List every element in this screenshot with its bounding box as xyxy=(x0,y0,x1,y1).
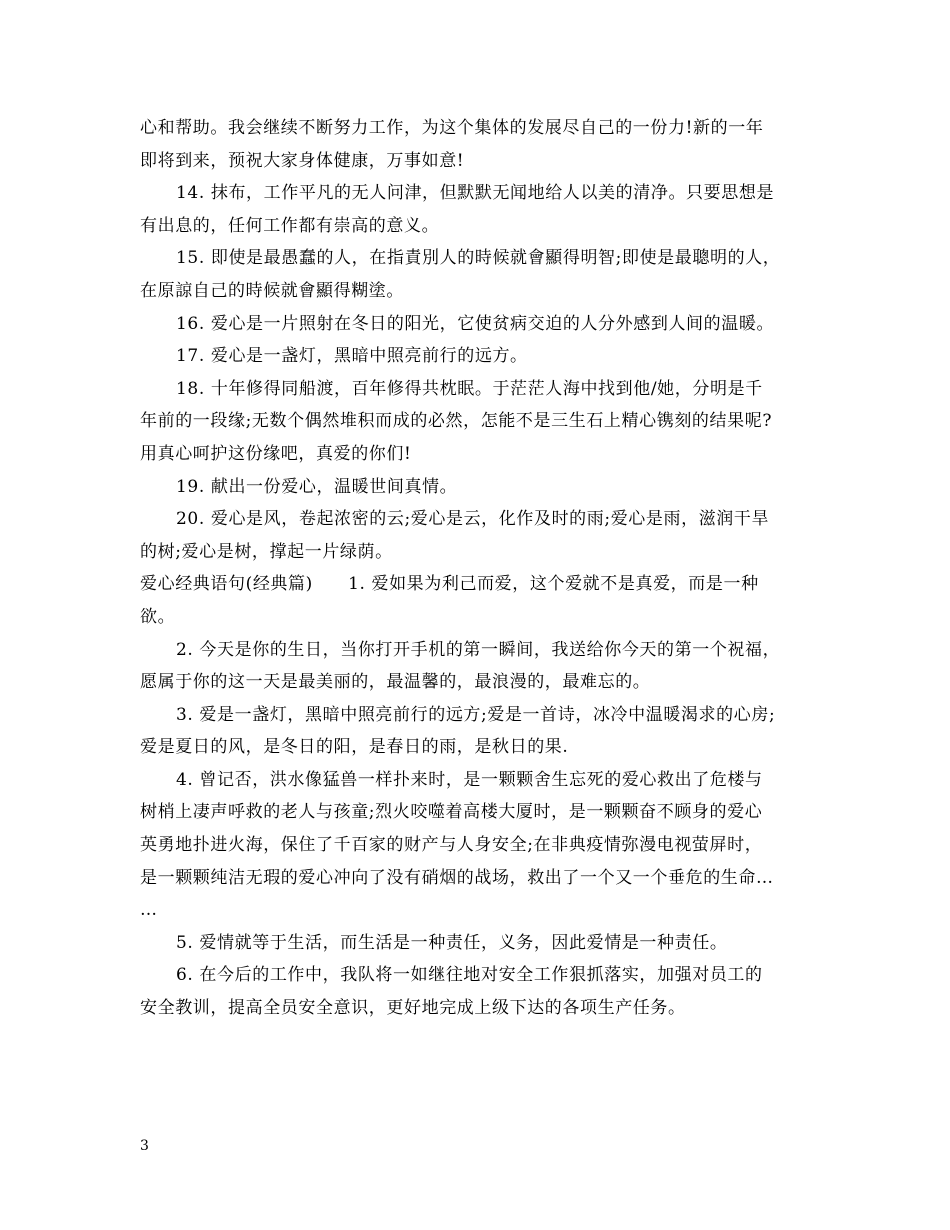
text-line: 心和帮助。我会继续不断努力工作，为这个集体的发展尽自己的一份力!新的一年 xyxy=(140,118,764,138)
text-line: 20. 爱心是风，卷起浓密的云;爱心是云，化作及时的雨;爱心是雨，滋润干旱 xyxy=(176,509,770,530)
text-line: … xyxy=(140,900,158,921)
text-line: 19. 献出一份爱心，温暖世间真情。 xyxy=(176,476,458,497)
text-line: 15. 即使是最愚蠢的人，在指責別人的時候就會顯得明智;即使是最聰明的人， xyxy=(176,248,781,269)
page-number: 3 xyxy=(140,1138,149,1154)
text-line: 安全教训，提高全员安全意识，更好地完成上级下达的各项生产任务。 xyxy=(140,998,686,1019)
text-line: 欲。 xyxy=(140,606,176,627)
text-line: 有出息的，任何工作都有崇高的意义。 xyxy=(140,215,440,236)
text-line: 的树;爱心是树，撑起一片绿荫。 xyxy=(140,541,393,562)
text-line: 6. 在今后的工作中，我队将一如继往地对安全工作狠抓落实，加强对员工的 xyxy=(176,965,763,986)
text-line: 是一颗颗纯洁无瑕的爱心冲向了没有硝烟的战场，救出了一个又一个垂危的生命… xyxy=(140,867,774,888)
text-line: 5. 爱情就等于生活，而生活是一种责任，义务，因此爱情是一种责任。 xyxy=(176,932,728,953)
text-line: 17. 爱心是一盏灯，黑暗中照亮前行的远方。 xyxy=(176,346,528,367)
text-line: 愿属于你的这一天是最美丽的，最温馨的，最浪漫的，最难忘的。 xyxy=(140,672,651,693)
text-line: 英勇地扑进火海，保住了千百家的财产与人身安全;在非典疫情弥漫电视萤屏时， xyxy=(140,835,763,856)
text-line: 4. 曾记否，洪水像猛兽一样扑来时，是一颗颗舍生忘死的爱心救出了危楼与 xyxy=(176,769,763,790)
body-text xyxy=(140,112,820,1025)
text-line: 爱心经典语句(经典篇) 1. 爱如果为利己而爱，这个爱就不是真爱，而是一种 xyxy=(140,574,759,595)
text-line: 2. 今天是你的生日，当你打开手机的第一瞬间，我送给你今天的第一个祝福， xyxy=(176,639,781,660)
text-line: 16. 爱心是一片照射在冬日的阳光，它使贫病交迫的人分外感到人间的温暖。 xyxy=(176,313,775,334)
text-line: 14. 抹布，工作平凡的无人问津，但默默无闻地给人以美的清净。只要思想是 xyxy=(176,183,775,204)
text-line: 树梢上凄声呼救的老人与孩童;烈火咬噬着高楼大厦时，是一颗颗奋不顾身的爱心 xyxy=(140,802,763,823)
text-line: 在原諒自己的時候就會顯得糊塗。 xyxy=(140,280,404,301)
text-line: 18. 十年修得同船渡，百年修得共枕眠。于茫茫人海中找到他/她，分明是千 xyxy=(176,378,763,399)
text-line: 3. 爱是一盏灯，黑暗中照亮前行的远方;爱是一首诗，冰冷中温暖渴求的心房; xyxy=(176,704,776,725)
text-line: 即将到来，预祝大家身体健康，万事如意! xyxy=(140,150,465,171)
text-line: 爱是夏日的风，是冬日的阳，是春日的雨，是秋日的果. xyxy=(140,737,569,758)
text-line: 用真心呵护这份缘吧，真爱的你们! xyxy=(140,443,412,464)
text-line: 年前的一段缘;无数个偶然堆积而成的必然，怎能不是三生石上精心镌刻的结果呢? xyxy=(140,411,773,432)
